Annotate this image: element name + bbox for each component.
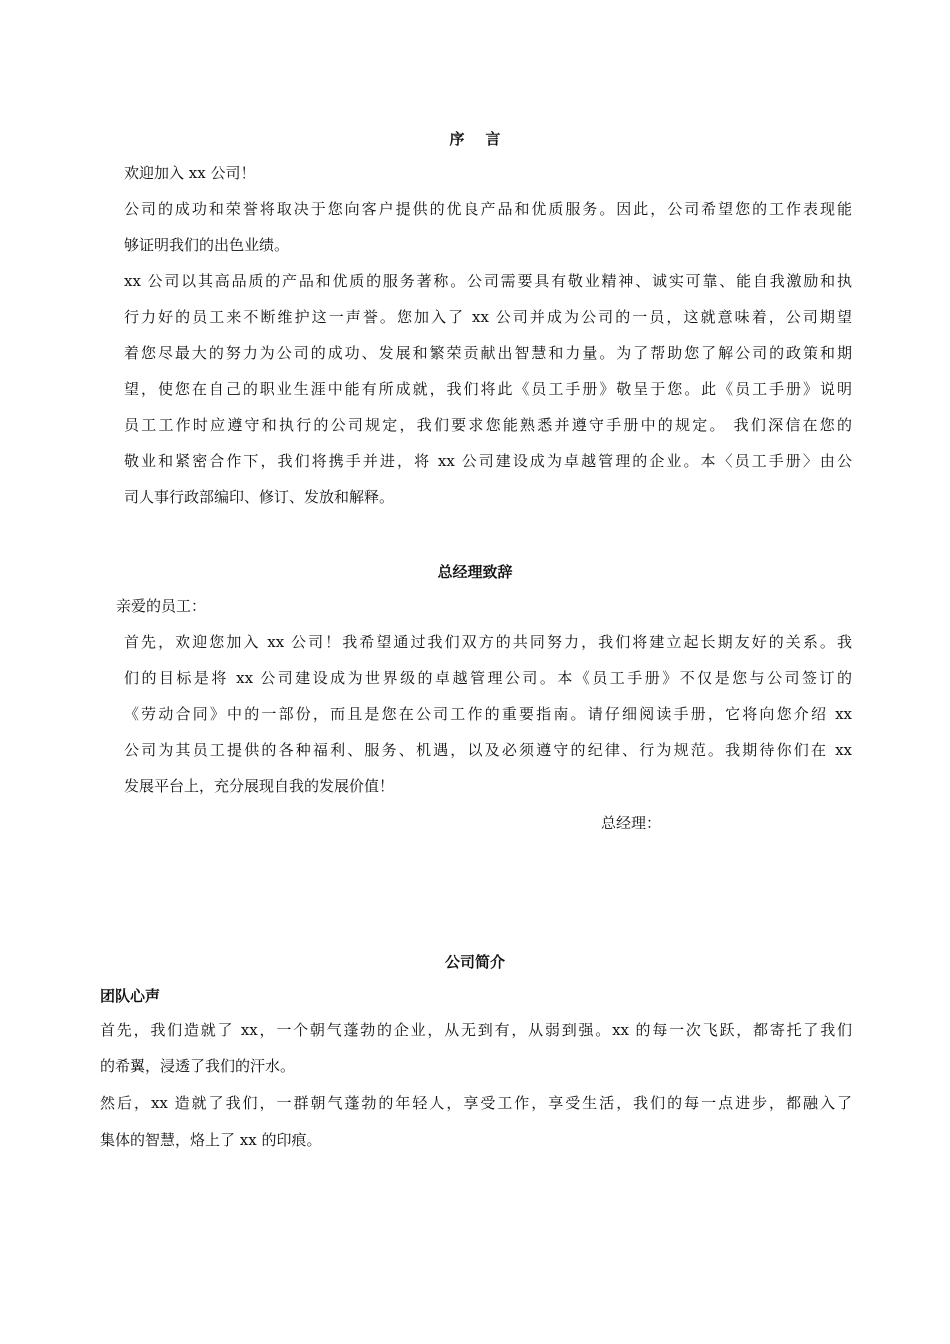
company-intro-line: 然后，xx 造就了我们，一群朝气蓬勃的年轻人，享受工作，享受生活，我们的每一点进步，都融入了 [100,1094,852,1112]
gm-signature: 总经理： [601,814,662,832]
team-voice-heading: 团队心声 [100,987,161,1005]
preface-line: xx 公司以其高品质的产品和优质的服务著称。公司需要具有敬业精神、诚实可靠、能自我激励和执 [124,272,852,290]
company-intro-line: 集体的智慧，烙上了 xx 的印痕。 [100,1131,322,1149]
preface-line: 行力好的员工来不断维护这一声誉。您加入了 xx 公司并成为公司的一员，这就意味着，公司期望 [124,308,852,326]
preface-line: 望，使您在自己的职业生涯中能有所成就，我们将此《员工手册》敬呈于您。此《员工手册》说明 [124,380,852,398]
company-intro-line: 首先，我们造就了 xx，一个朝气蓬勃的企业，从无到有，从弱到强。xx 的每一次飞跃，都寄托了我们 [100,1021,852,1039]
gm-salutation: 亲爱的员工： [116,597,207,615]
preface-line: 够证明我们的出色业绩。 [124,236,290,254]
gm-speech-title: 总经理致辞 [437,563,513,581]
company-intro-line: 的希翼，浸透了我们的汗水。 [100,1057,296,1075]
preface-title: 序 言 [449,130,501,148]
preface-line: 公司的成功和荣誉将取决于您向客户提供的优良产品和优质服务。因此，公司希望您的工作表现能 [124,200,852,218]
preface-line: 着您尽最大的努力为公司的成功、发展和繁荣贡献出智慧和力量。为了帮助您了解公司的政策和期 [124,344,852,362]
gm-speech-line: 《劳动合同》中的一部份，而且是您在公司工作的重要指南。请仔细阅读手册，它将向您介绍 xx [124,705,852,723]
preface-line: 敬业和紧密合作下，我们将携手并进，将 xx 公司建设成为卓越管理的企业。本〈员工手册〉由公 [124,452,852,470]
gm-speech-line: 发展平台上，充分展现自我的发展价值！ [124,777,395,795]
gm-speech-line: 首先，欢迎您加入 xx 公司！我希望通过我们双方的共同努力，我们将建立起长期友好的关系。我 [124,633,852,651]
preface-greeting: 欢迎加入 xx 公司！ [124,164,256,182]
gm-speech-line: 们的目标是将 xx 公司建设成为世界级的卓越管理公司。本《员工手册》不仅是您与公司签订的 [124,669,852,687]
company-intro-title: 公司简介 [444,953,505,971]
preface-line: 司人事行政部编印、修订、发放和解释。 [124,488,395,506]
preface-line: 员工工作时应遵守和执行的公司规定，我们要求您能熟悉并遵守手册中的规定。 我们深信在您的 [124,416,852,434]
gm-speech-line: 公司为其员工提供的各种福利、服务、机遇，以及必须遵守的纪律、行为规范。我期待你们在 xx [124,741,852,759]
